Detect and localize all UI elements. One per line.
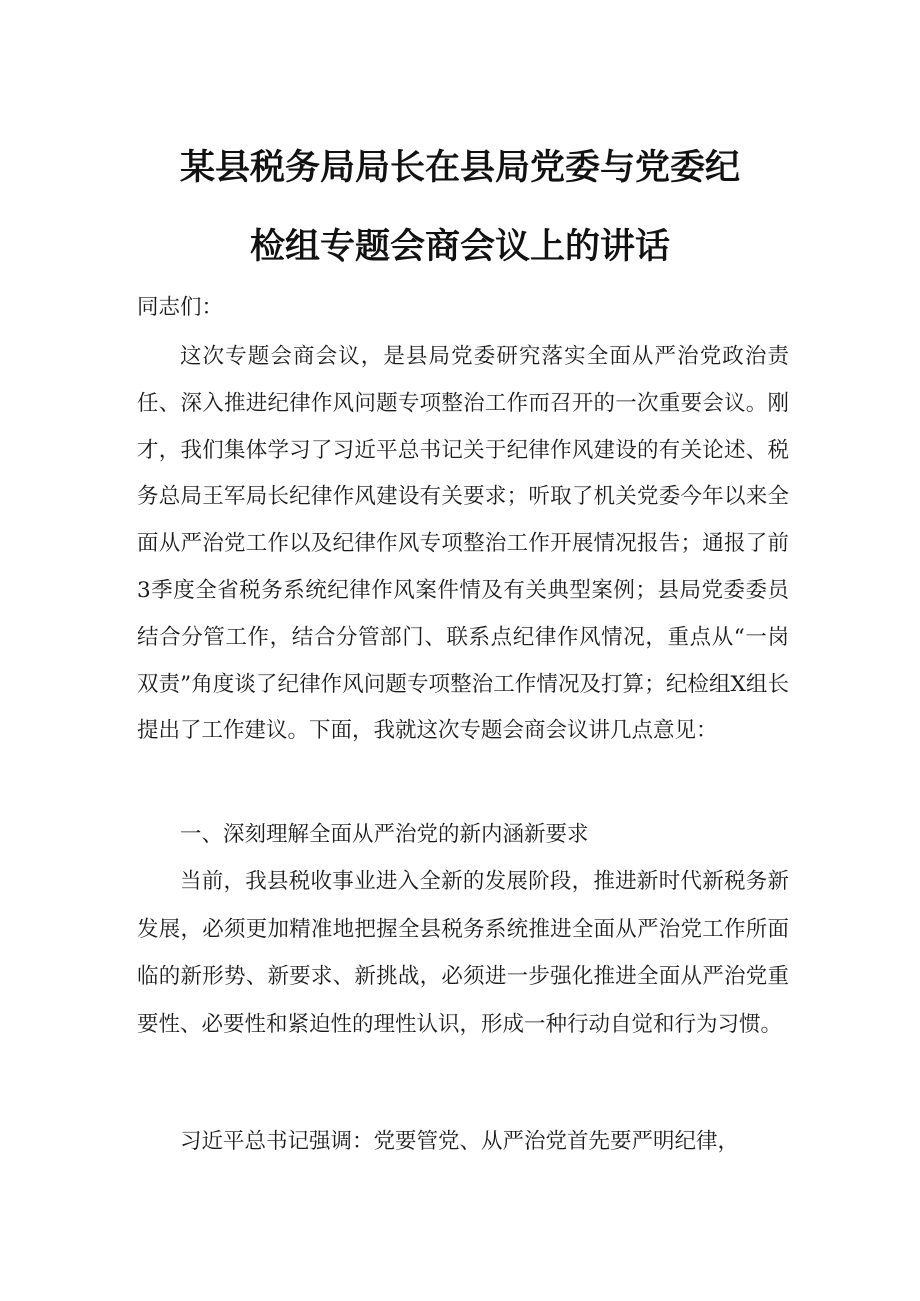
paragraph-context: 当前，我县税收事业进入全新的发展阶段，推进新时代新税务新发展，必须更加精准地把握全县税务系统推进全面从严治党工作所面临的新形势、新要求、新挑战，必须进一步强化推进全面从严治党重要性、必要性和紧迫性的理性认识，形成一种行动自觉和行为习惯。 [137,869,789,1037]
paragraph-quote-start: 习近平总书记强调：党要管党、从严治党首先要严明纪律， [180,1129,740,1154]
salutation: 同志们： [137,295,224,320]
section-heading-1: 一、深刻理解全面从严治党的新内涵新要求 [180,822,589,847]
document-title-line-1: 某县税务局局长在县局党委与党委纪 [179,148,740,188]
paragraph-intro: 这次专题会商会议，是县局党委研究落实全面从严治党政治责任、深入推进纪律作风问题专项整治工作而召开的一次重要会议。刚才，我们集体学习了习近平总书记关于纪律作风建设的有关论述、税务总局王军局长纪律作风建设有关要求；听取了机关党委今年以来全面从严治党工作以及纪律作风专项整治工作开展情况报告；通报了前3季度全省税务系统纪律作风案件情及有关典型案例；县局党委委员结合分管工作，结合分管部门、联系点纪律作风情况，重点从“一岗双责”角度谈了纪律作风问题专项整治工作情况及打算；纪检组X组长提出了工作建议。下面，我就这次专题会商会议讲几点意见： [137,344,789,744]
document-title-line-2: 检组专题会商会议上的讲话 [249,227,670,267]
